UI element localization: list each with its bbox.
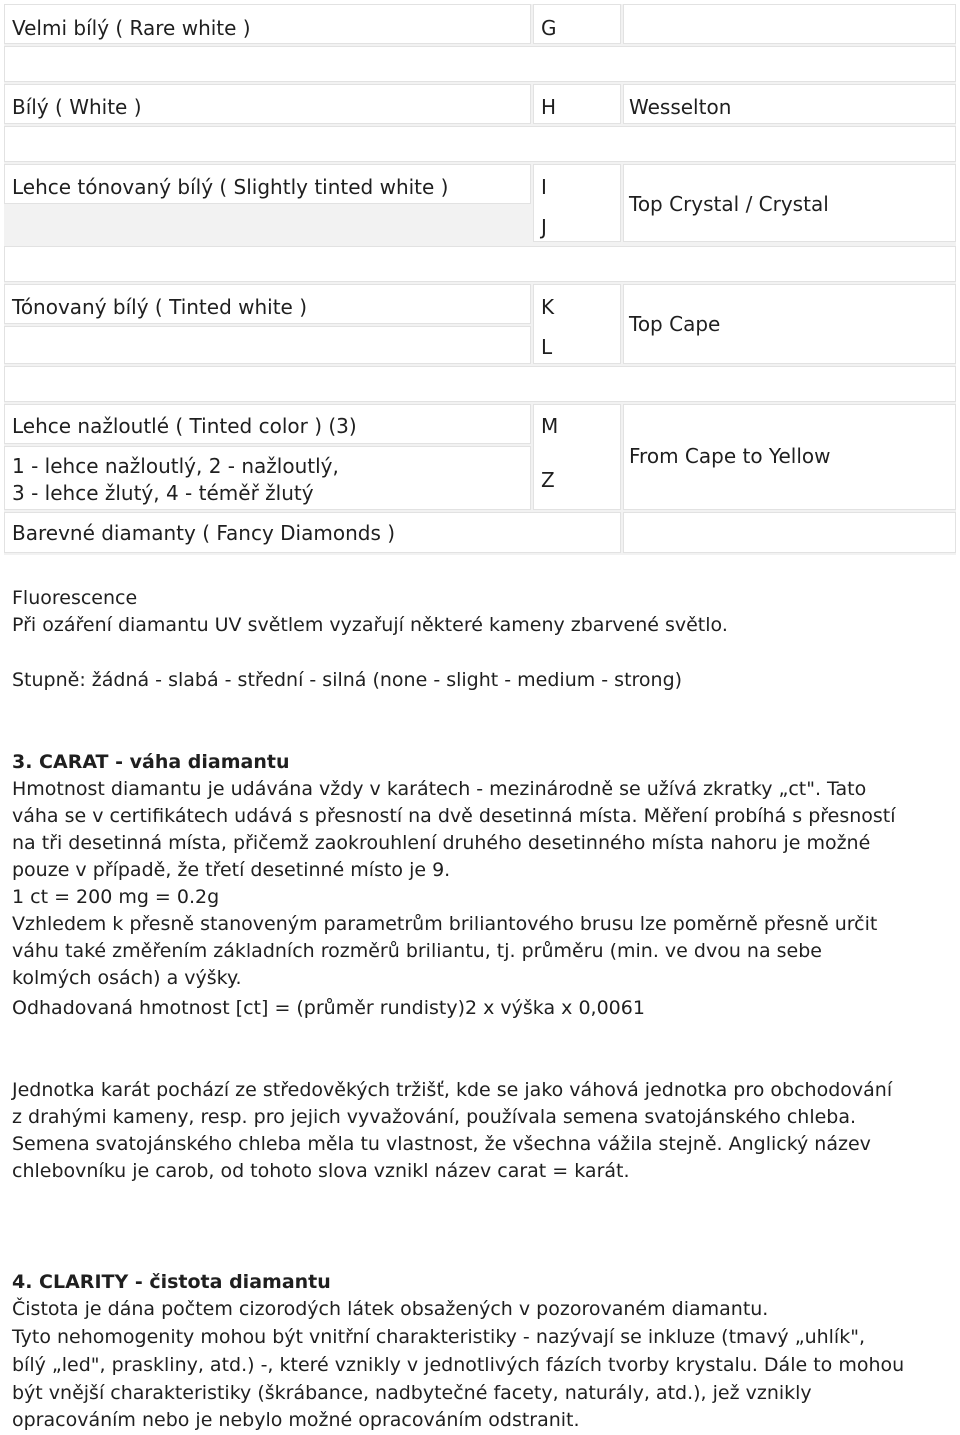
color-letter: M — [541, 414, 559, 438]
carat-text-line: váha se v certifikátech udává s přesností na dvě desetinná místa. Měření probíhá s přesností — [12, 805, 896, 827]
table-spacer-row — [4, 366, 956, 402]
table-cell — [623, 512, 956, 553]
grade-note: 1 - lehce nažloutlý, 2 - nažloutlý, — [12, 454, 339, 478]
carat-history-line: chlebovníku je carob, od tohoto slova vznikl název carat = karát. — [12, 1160, 630, 1182]
carat-history-line: Semena svatojánského chleba měla tu vlastnost, že všechna vážila stejně. Anglický název — [12, 1133, 871, 1155]
clarity-text-line: bílý „led", praskliny, atd.) -, které vznikly v jednotlivých fázích tvorby krystalu. Dále to mohou — [12, 1354, 905, 1376]
color-letter: L — [541, 335, 553, 359]
grade-label: Lehce nažloutlé ( Tinted color ) (3) — [12, 414, 357, 438]
grade-label: Lehce tónovaný bílý ( Slightly tinted white ) — [12, 175, 449, 199]
clarity-heading: 4. CLARITY - čistota diamantu — [12, 1271, 331, 1293]
grade-label: Bílý ( White ) — [12, 95, 142, 119]
color-letter: J — [541, 215, 547, 239]
carat-text-line: kolmých osách) a výšky. — [12, 967, 242, 989]
grade-label: Velmi bílý ( Rare white ) — [12, 16, 251, 40]
trade-name: Wesselton — [629, 95, 732, 119]
carat-estimate-formula: Odhadovaná hmotnost [ct] = (průměr rundisty)2 x výška x 0,0061 — [12, 997, 645, 1019]
color-letter: K — [541, 295, 555, 319]
grade-label: Tónovaný bílý ( Tinted white ) — [12, 295, 308, 319]
carat-heading: 3. CARAT - váha diamantu — [12, 751, 290, 773]
carat-history-line: Jednotka karát pochází ze středověkých tržišť, kde se jako váhová jednotka pro obchodování — [12, 1079, 893, 1101]
fluorescence-text: Při ozáření diamantu UV světlem vyzařují některé kameny zbarvené světlo. — [12, 614, 728, 636]
carat-text-line: pouze v případě, že třetí desetinné místo je 9. — [12, 859, 451, 881]
color-letter: H — [541, 95, 557, 119]
carat-history-line: z drahými kameny, resp. pro jejich vyvažování, používala semena svatojánského chleba. — [12, 1106, 857, 1128]
clarity-text-line: opracováním nebo je nebylo možné opracováním odstranit. — [12, 1409, 580, 1431]
color-letter: I — [541, 175, 547, 199]
grade-label: Barevné diamanty ( Fancy Diamonds ) — [12, 521, 396, 545]
color-letter: G — [541, 16, 557, 40]
table-spacer-row — [4, 246, 956, 282]
table-spacer-row — [4, 46, 956, 82]
table-cell — [623, 4, 956, 44]
table-spacer-row — [4, 126, 956, 162]
grade-note: 3 - lehce žlutý, 4 - téměř žlutý — [12, 481, 314, 505]
trade-name: Top Crystal / Crystal — [629, 192, 829, 216]
trade-name: Top Cape — [629, 312, 721, 336]
carat-text-line: na tři desetinná místa, přičemž zaokrouhlení druhého desetinného místa nahoru je možné — [12, 832, 871, 854]
clarity-text-line: Tyto nehomogenity mohou být vnitřní charakteristiky - nazývají se inkluze (tmavý „uhlík", — [12, 1326, 865, 1348]
table-cell — [4, 326, 531, 364]
fluorescence-title: Fluorescence — [12, 587, 138, 609]
fluorescence-degrees: Stupně: žádná - slabá - střední - silná (none - slight - medium - strong) — [12, 669, 683, 691]
clarity-text-line: Čistota je dána počtem cizorodých látek obsažených v pozorovaném diamantu. — [12, 1298, 769, 1320]
color-letter: Z — [541, 468, 555, 492]
carat-text-line: Hmotnost diamantu je udávána vždy v karátech - mezinárodně se užívá zkratky „ct". Tato — [12, 778, 867, 800]
carat-formula: 1 ct = 200 mg = 0.2g — [12, 886, 220, 908]
trade-name: From Cape to Yellow — [629, 444, 831, 468]
carat-text-line: Vzhledem k přesně stanoveným parametrům briliantového brusu lze poměrně přesně určit — [12, 913, 878, 935]
carat-text-line: váhu také změřením základních rozměrů briliantu, tj. průměru (min. ve dvou na sebe — [12, 940, 822, 962]
clarity-text-line: být vnější charakteristiky (škrábance, nadbytečné facety, naturály, atd.), jež vznikly — [12, 1382, 812, 1404]
